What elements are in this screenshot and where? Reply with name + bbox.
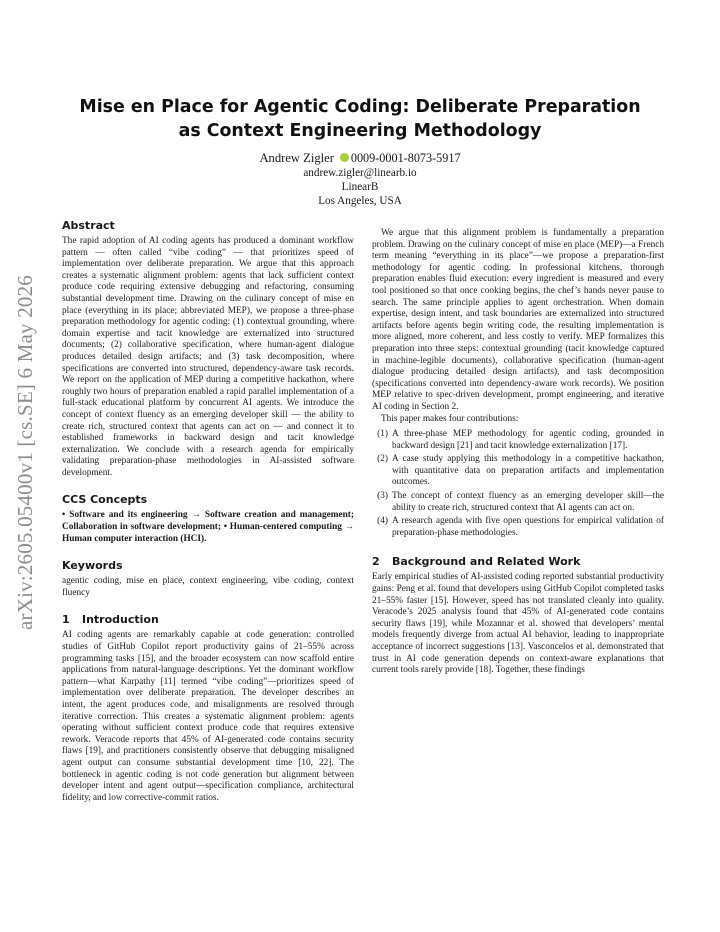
background-title: Background and Related Work xyxy=(392,555,581,569)
abstract-text: The rapid adoption of AI coding agents has produced a dominant workflow pattern — often called “vibe coding” — that prioritizes speed of implementation over deliberate preparation. We argue that this approach creates a systematic alignment problem: agents that lack sufficient context produce code requiring extensive debugging and refactoring, consuming substantial development time. Drawing on the culinary concept of mise en place (everything in its place; abbreviated MEP), we propose a three-phase preparation methodology for agentic coding: (1) contextual grounding, where domain expertise and tacit knowledge are externalized into structured documents; (2) collaborative specification, where human-agent dialogue produces detailed design artifacts; and (3) task decomposition, where specifications are converted into structured, dependency-aware task records. We report on the application of MEP during a competitive hackathon, where roughly two hours of preparation enabled a rapid parallel implementation of a full-stack educational platform by concurrent AI agents. We introduce the concept of context fluency as an emerging developer skill — the ability to create rich, structured context that agents can act on — and connect it to established frameworks in backward design and tacit knowledge externalization. We conclude with a research agenda for empirically validating preparation-phase methodologies in AI-assisted software development. xyxy=(62,236,354,478)
contribution-item xyxy=(372,491,664,514)
contribution-item xyxy=(372,454,664,489)
keywords-heading: Keywords xyxy=(62,559,123,573)
contribution-text: A research agenda with five open questions for empirical validation of preparation-phase methodologies. xyxy=(392,516,664,538)
keywords-text: agentic coding, mise en place, context engineering, vibe coding, context fluency xyxy=(62,576,354,598)
introduction-heading xyxy=(62,613,354,627)
contributions-list xyxy=(372,429,664,539)
arxiv-identifier-stamp[interactable] xyxy=(9,222,43,682)
background-paragraph-1: Early empirical studies of AI-assisted coding reported substantial productivity gains: Peng et al. found that developers using GitHub Copilot completed tasks 21–55% faster [15]. However, speed has not translated cleanly into quality. Veracode’s 2025 analysis found that 45% of AI-generated code contains security flaws [19], while Mozannar et al. showed that developers’ mental models frequently diverge from actual AI behavior, leading to inappropriate acceptance of incorrect suggestions [13]. Vasconcelos et al. demonstrated that trust in AI code generation depends on context-aware explanations that current tools rarely provide [18]. Together, these findings xyxy=(372,572,664,676)
left-column xyxy=(62,219,354,804)
right-column xyxy=(372,219,664,677)
contribution-number: (3) xyxy=(377,491,388,502)
background-number: 2 xyxy=(372,555,380,569)
ccs-concepts-text: • Software and its engineering → Software creation and management; Collaboration in software development; • Human-centered computing → Human computer interaction (HCI). xyxy=(62,510,354,544)
contribution-text: A three-phase MEP methodology for agentic coding, grounded in backward design [21] and tacit knowledge externalization [17]. xyxy=(392,429,664,451)
author-block xyxy=(150,151,570,208)
arxiv-stamp-text: arXiv:2605.05400v1 [cs.SE] 6 May 2026 xyxy=(13,274,38,630)
author-orcid[interactable]: 0009-0001-8073-5917 xyxy=(350,151,461,165)
introduction-number: 1 xyxy=(62,613,70,627)
introduction-paragraph-1: AI coding agents are remarkably capable at code generation: controlled studies of GitHub Copilot report productivity gains of 21–55% across programming tasks [15], and the broader ecosystem can now scaffold entire applications from natural-language descriptions. Yet the dominant workflow pattern—what Karpathy [11] termed “vibe coding”—prioritizes speed of implementation over deliberate preparation. The developer describes an intent, the agent produces code, and misalignments are resolved through iterative correction. This creates a systematic alignment problem: agents operating without sufficient context produce code that requires extensive rework. Veracode reports that 45% of AI-generated code contains security flaws [19], and practitioners consistently observe that debugging misaligned agent output can consume substantial development time [10, 22]. The bottleneck in agentic coding is not code generation but alignment between developer intent and agent output—specification compliance, architectural fidelity, and low corrective-commit ratios. xyxy=(62,630,354,803)
introduction-paragraph-3: This paper makes four contributions: xyxy=(381,413,519,424)
contribution-text: The concept of context fluency as an emerging developer skill—the ability to create rich, structured context that AI agents can act on. xyxy=(392,491,664,513)
orcid-icon[interactable] xyxy=(340,153,349,162)
contribution-item xyxy=(372,429,664,452)
contribution-item xyxy=(372,516,664,539)
introduction-paragraph-2: We argue that this alignment problem is fundamentally a preparation problem. Drawing on the culinary concept of mise en place (MEP)—a French term meaning “everything in its place”—we propose a preparation-first methodology for agentic coding. In professional kitchens, thorough preparation enables fluid execution: every ingredient is measured and every tool positioned so that once cooking begins, the chef’s hands never pause to search. The same principle applies to agent orchestration. When domain expertise, design intent, and task boundaries are externalized into structured artifacts before agents begin writing code, the resulting implementation is more aligned, more coherent, and less costly to verify. MEP formalizes this preparation into three steps: contextual grounding (tacit knowledge captured in machine-legible documents), collaborative specification (human-agent dialogue producing detailed design artifacts), and task decomposition (specifications converted into dependency-aware work records). We position MEP relative to spec-driven development, prompt engineering, and iterative AI coding in Section 2. xyxy=(372,228,664,412)
contribution-number: (2) xyxy=(377,454,388,465)
background-heading xyxy=(372,555,664,569)
contribution-text: A case study applying this methodology in a competitive hackathon, with quantitative data on preparation artifacts and implementation outcomes. xyxy=(392,454,664,488)
introduction-title: Introduction xyxy=(82,613,159,627)
author-email[interactable]: andrew.zigler@linearb.io xyxy=(303,167,417,179)
paper-title: Mise en Place for Agentic Coding: Deliberate Preparation as Context Engineering Methodology xyxy=(79,97,641,141)
contribution-number: (1) xyxy=(377,429,388,440)
contribution-number: (4) xyxy=(377,516,388,527)
author-location: Los Angeles, USA xyxy=(318,195,402,207)
abstract-heading: Abstract xyxy=(62,219,115,232)
author-affiliation: LinearB xyxy=(341,181,379,193)
author-name: Andrew Zigler xyxy=(259,151,334,165)
ccs-heading: CCS Concepts xyxy=(62,493,148,507)
